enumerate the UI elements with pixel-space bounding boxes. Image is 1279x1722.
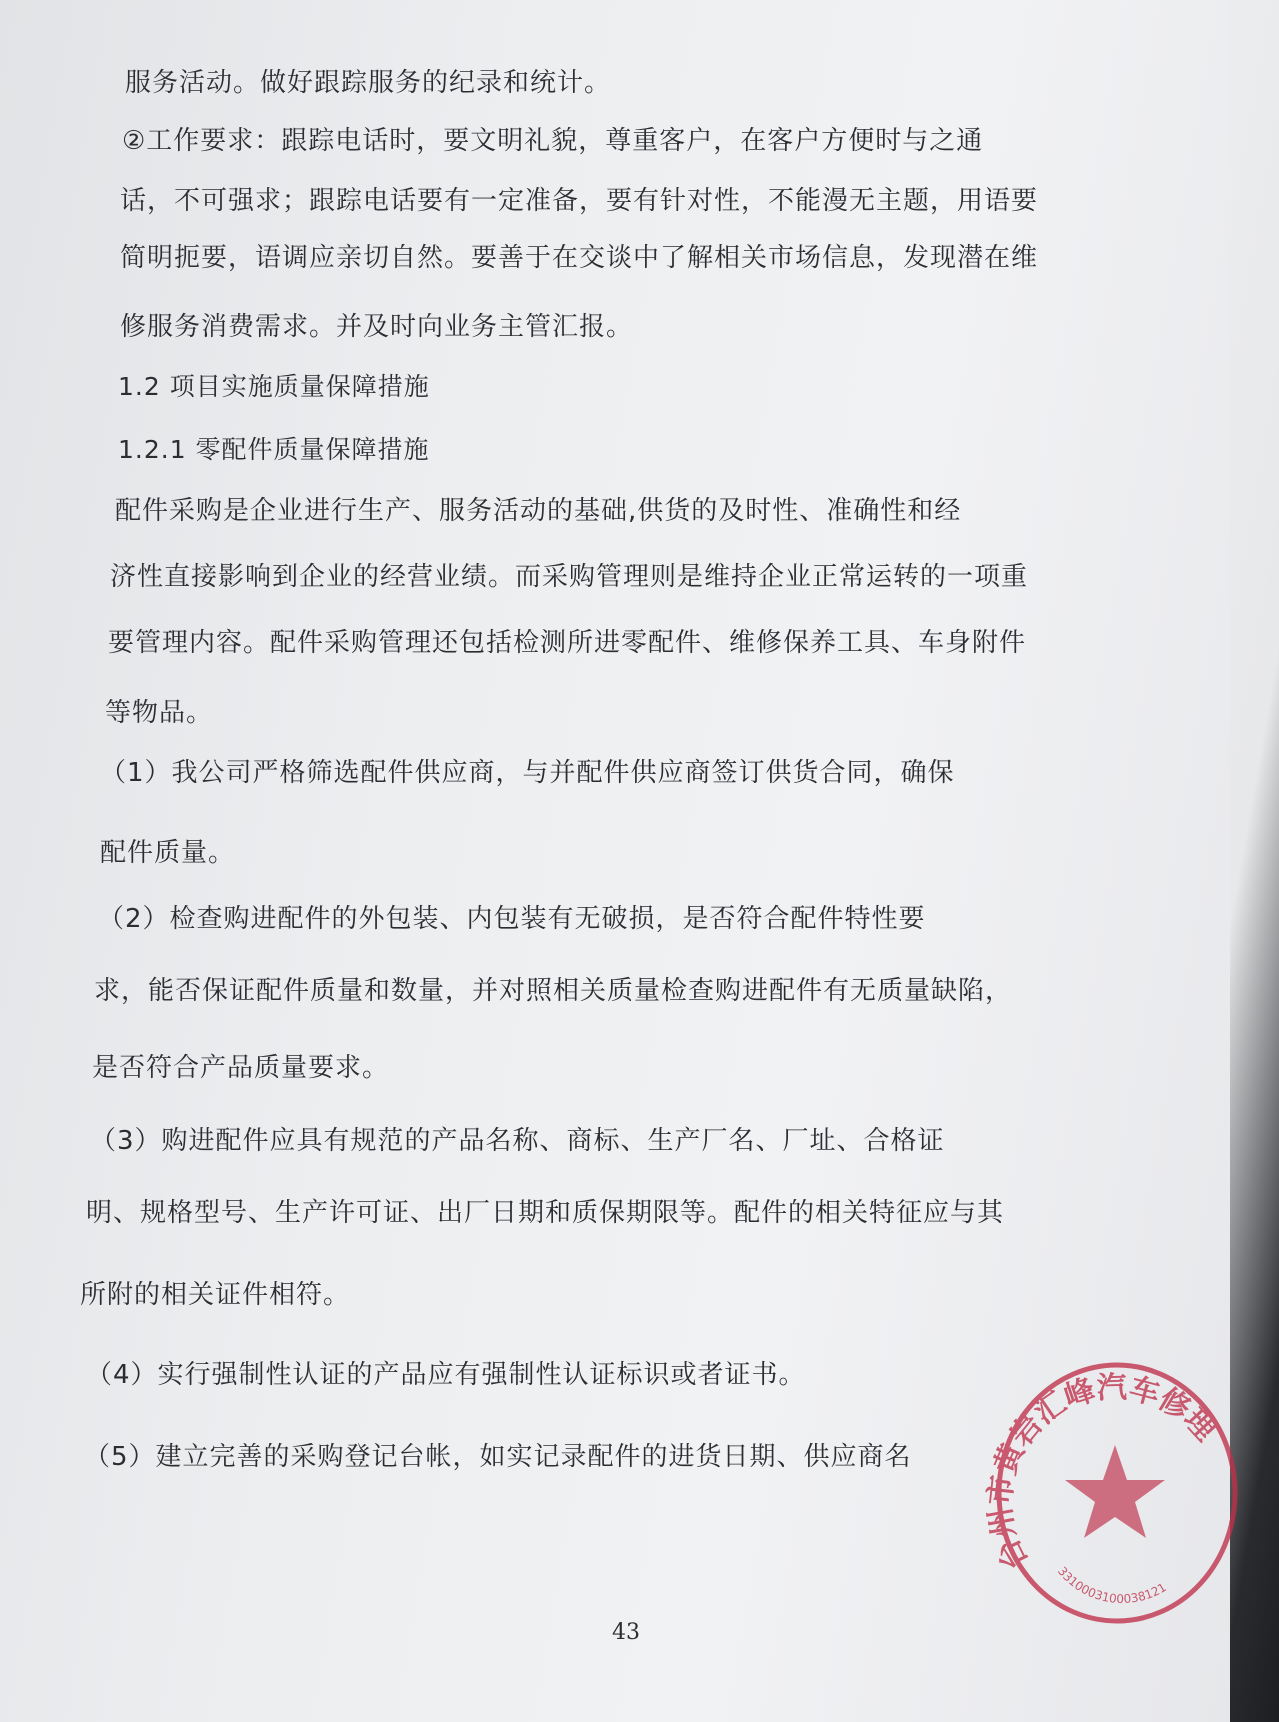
page-number: 43 [612,1620,640,1645]
text-line: 所附的相关证件相符。 [80,1280,351,1310]
text-line: 配件质量。 [100,838,236,868]
seal-code: 3310003100038121 [1054,1564,1169,1607]
seal-text: 台州市黄岩汇峰汽车修理 [985,1370,1223,1576]
company-seal [985,1345,1245,1635]
text-line: 话，不可强求；跟踪电话要有一定准备，要有针对性，不能漫无主题，用语要 [120,186,1039,216]
text-line: 求，能否保证配件质量和数量，并对照相关质量检查购进配件有无质量缺陷， [94,976,1013,1006]
section-heading: 1.2 项目实施质量保障措施 [118,372,430,401]
list-item: （2）检查购进配件的外包装、内包装有无破损，是否符合配件特性要 [98,904,926,934]
subsection-heading: 1.2.1 零配件质量保障措施 [118,435,430,464]
text-line: ②工作要求：跟踪电话时，要文明礼貌，尊重客户，在客户方便时与之通 [122,126,984,156]
text-line: 明、规格型号、生产许可证、出厂日期和质保期限等。配件的相关特征应与其 [86,1198,1005,1228]
text-line: 修服务消费需求。并及时向业务主管汇报。 [120,312,634,342]
text-line: 等物品。 [105,698,214,728]
text-line: 是否符合产品质量要求。 [92,1053,390,1083]
list-item: （5）建立完善的采购登记台帐，如实记录配件的进货日期、供应商名 [84,1442,912,1472]
list-item: （1）我公司严格筛选配件供应商，与并配件供应商签订供货合同，确保 [100,758,955,788]
text-line: 服务活动。做好跟踪服务的纪录和统计。 [125,68,612,98]
text-line: 简明扼要，语调应亲切自然。要善于在交谈中了解相关市场信息，发现潜在维 [120,243,1039,273]
text-line: 要管理内容。配件采购管理还包括检测所进零配件、维修保养工具、车身附件 [108,628,1027,658]
list-item: （4）实行强制性认证的产品应有强制性认证标识或者证书。 [86,1360,806,1390]
text-line: 济性直接影响到企业的经营业绩。而采购管理则是维持企业正常运转的一项重 [110,562,1029,592]
text-line: 配件采购是企业进行生产、服务活动的基础,供货的及时性、准确性和经 [115,496,962,526]
list-item: （3）购进配件应具有规范的产品名称、商标、生产厂名、厂址、合格证 [90,1126,945,1156]
